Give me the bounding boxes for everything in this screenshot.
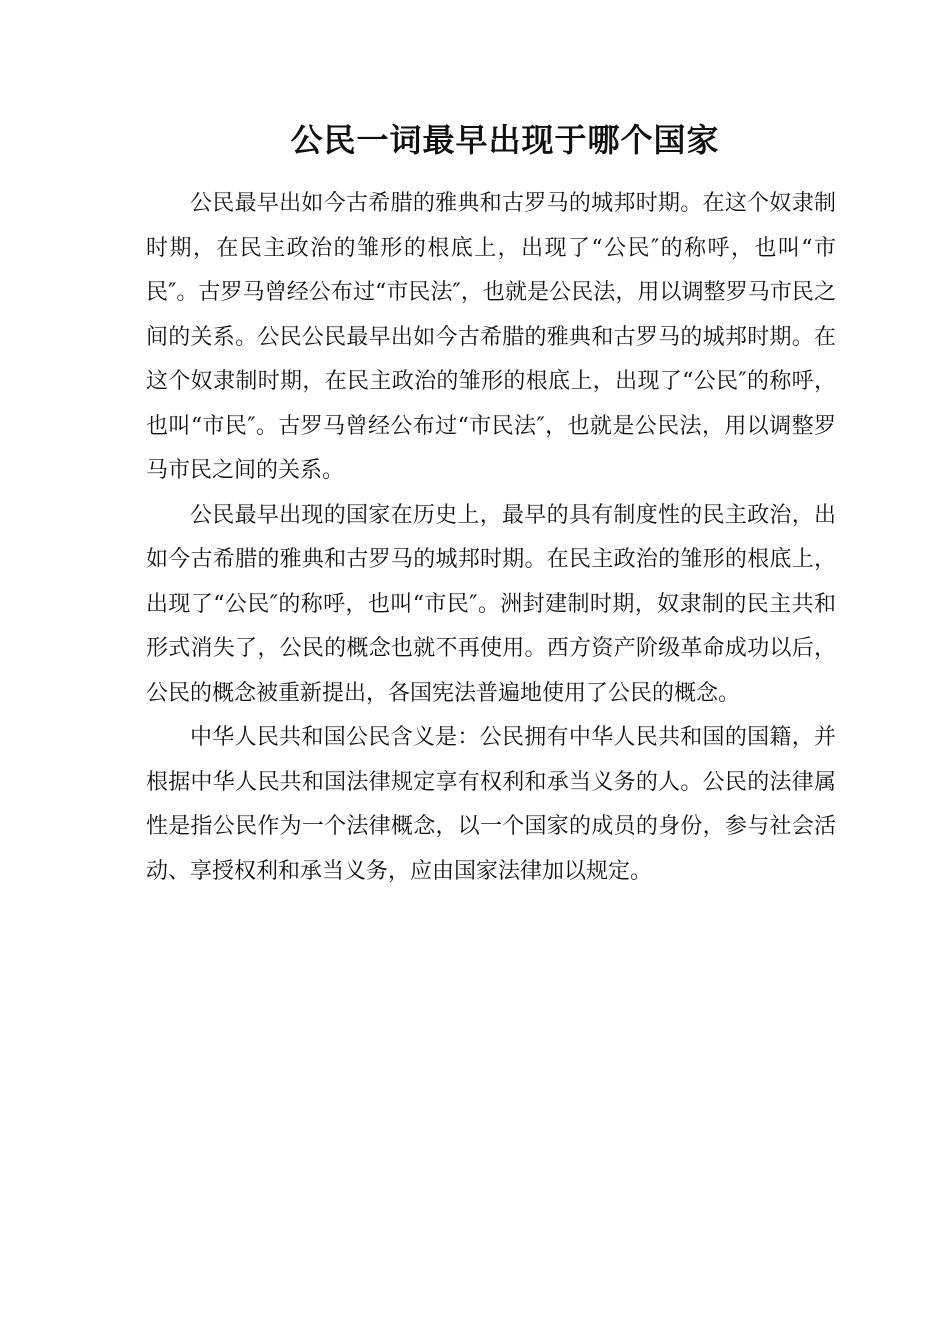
document-body (146, 182, 836, 894)
paragraph-1: 公民最早出如今古希腊的雅典和古罗马的城邦时期。在这个奴隶制时期，在民主政治的雏形的根底上，出现了“公民″的称呼，也叫“市民″。古罗马曾经公布过“市民法″，也就是公民法，用以调整罗马市民之间的关系。公民公民最早出如今古希腊的雅典和古罗马的城邦时期。在这个奴隶制时期，在民主政治的雏形的根底上，出现了“公民″的称呼，也叫“市民″。古罗马曾经公布过“市民法″，也就是公民法，用以调整罗马市民之间的关系。 (146, 191, 836, 483)
paragraph-2: 公民最早出现的国家在历史上，最早的具有制度性的民主政治，出如今古希腊的雅典和古罗马的城邦时期。在民主政治的雏形的根底上，出现了“公民″的称呼，也叫“市民″。洲封建制时期，奴隶制的民主共和形式消失了，公民的概念也就不再使用。西方资产阶级革命成功以后，公民的概念被重新提出，各国宪法普遍地使用了公民的概念。 (146, 502, 836, 706)
paragraph-3: 中华人民共和国公民含义是：公民拥有中华人民共和国的国籍，并根据中华人民共和国法律规定享有权利和承当义务的人。公民的法律属性是指公民作为一个法律概念，以一个国家的成员的身份，参与社会活动、享授权利和承当义务，应由国家法律加以规定。 (146, 725, 836, 884)
document-title: 公民一词最早出现于哪个国家 (290, 121, 720, 159)
